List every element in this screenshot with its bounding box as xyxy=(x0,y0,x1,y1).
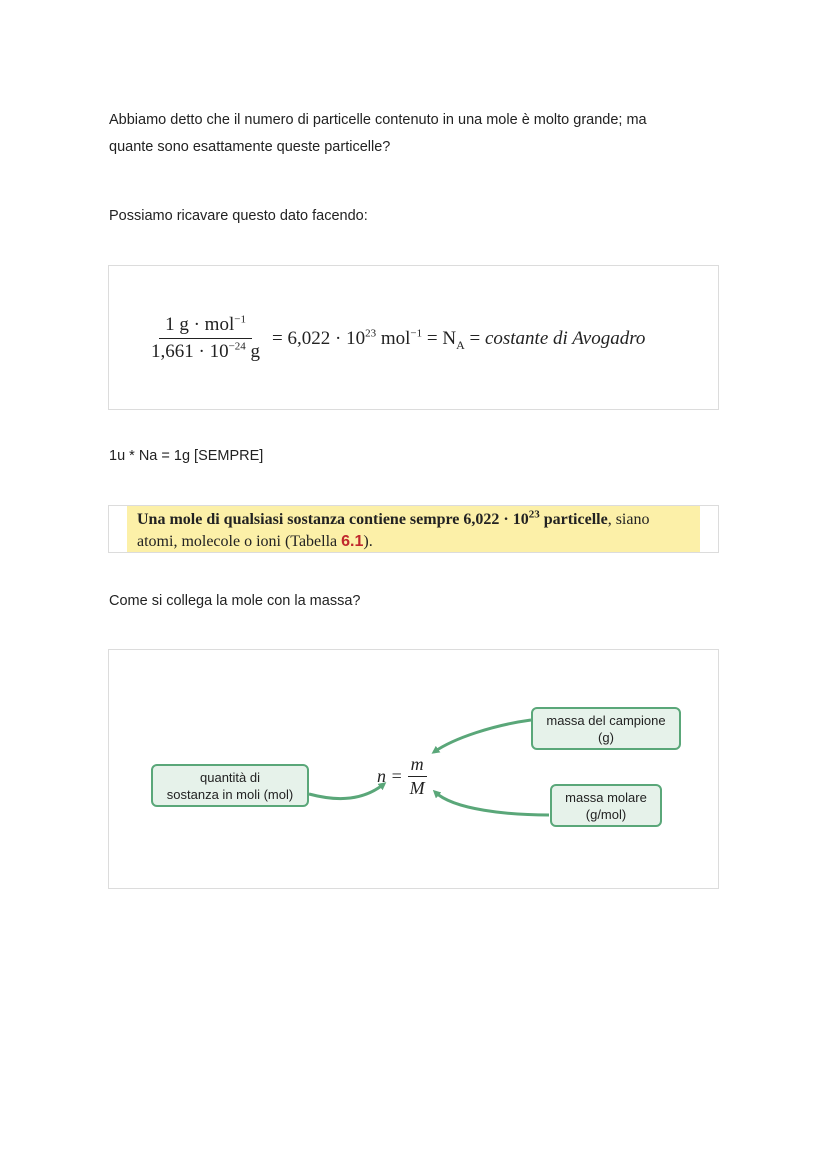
rule-line: 1u * Na = 1g [SEMPRE] xyxy=(109,448,264,464)
table-reference: 6.1 xyxy=(341,532,364,550)
arrow-to-formula xyxy=(309,784,384,799)
fraction-numerator: 1 g · mol$^{-1}$ xyxy=(159,314,252,339)
fraction-denominator: $1,661 \cdot 10^{-24}$ g xyxy=(151,340,261,362)
mole-formula: n = $\frac{m}{M}$ xyxy=(377,754,434,799)
avogadro-equation xyxy=(145,314,645,363)
highlight-text: Una mole di qualsiasi sostanza contiene sempre $6,022 \cdot 10^{23}$ particelle, siano atomi, molecole o ioni (Tabella 6.1). xyxy=(137,508,650,550)
equation-result: = $6,022 \cdot 10^{23}$ $mol^{-1} = N_A$ = costante di Avogadro xyxy=(272,327,646,352)
intro-line-1: Abbiamo detto che il numero di particelle contenuto in una mole è molto grande; ma xyxy=(109,112,647,128)
formula-numerator: m xyxy=(408,754,427,777)
diagram-box xyxy=(108,649,719,889)
question-line: Come si collega la mole con la massa? xyxy=(109,593,361,609)
intro-paragraph xyxy=(109,107,647,161)
equation-box xyxy=(108,265,719,410)
sample-mass-node: massa del campione (g) xyxy=(531,707,681,750)
arrow-from-molar-mass xyxy=(435,792,549,815)
molar-mass-node: massa molare (g/mol) xyxy=(550,784,662,827)
equation-fraction xyxy=(145,314,266,363)
arrow-from-sample-mass xyxy=(434,720,531,752)
formula-denominator: M xyxy=(409,778,425,798)
intro-line-2: quante sono esattamente queste particelle? xyxy=(109,139,391,155)
moles-node: quantità di sostanza in moli (mol) xyxy=(151,764,309,807)
avogadro-constant-label: costante di Avogadro xyxy=(484,327,646,349)
calc-intro: Possiamo ricavare questo dato facendo: xyxy=(109,208,368,224)
highlight-box xyxy=(108,505,719,553)
